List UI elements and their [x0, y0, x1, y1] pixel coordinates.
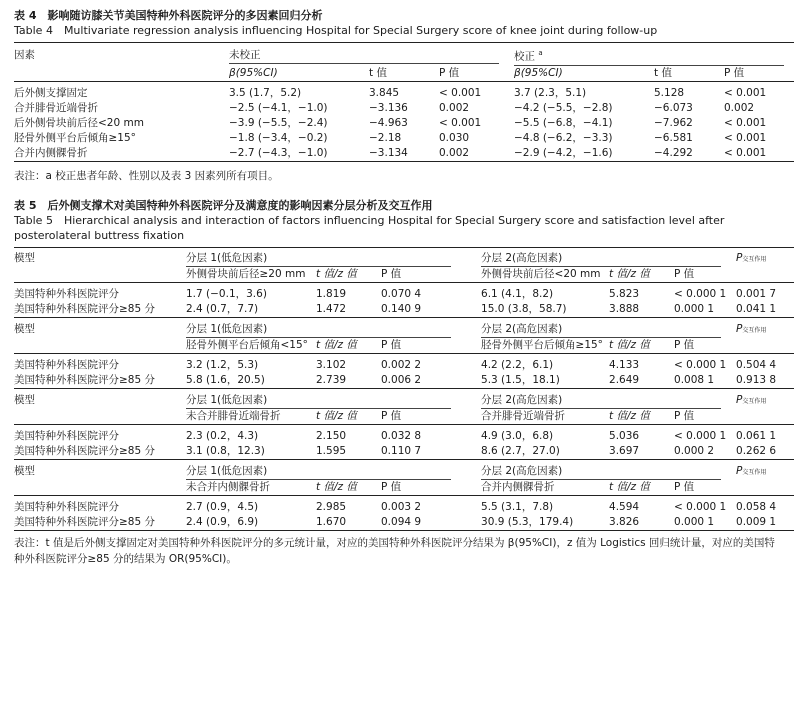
table4-title-en: Table 4 Multivariate regression analysis influencing Hospital for Special Surgery score of knee joint during follow-up	[14, 24, 658, 37]
table5: 模型 分层 1(低危因素) 分层 2(高危因素) P交互作用 外侧骨块前后径≥20 mm t 值/z 值 P 值 外侧骨块前后径<20 mm t 值/z 值 P 值 美国特种外科医院评分 1.7 (−0.1，3.6) 1.819 0.070 4 6.1 (4.1，8.2) 5.823 < 0.000 1 0.001 7 美国特种外科医院评分≥85 分 2.4 (0.7，7.7) 1.472 0.140 9 15.0 (3.8，58.7) 3.888 0.000 1 0.041 1 模型 分层 1(低危因素) 分层 2(高危因素) P交互作用 胫骨外侧平台后倾角<15° t 值/z 值 P 值 胫骨外侧平台后倾角≥15° t 值/z 值 P 值 美国特种外科医院评分 3.2 (1.2，5.3) 3.102 0.002 2 4.2 (2.2，6.1) 4.133 < 0.000 1 0.504 4 美国特种外科医院评分≥85 分 5.8 (1.6，20.5) 2.739 0.006 2 5.3 (1.5，18.1) 2.649 0.008 1 0.913 8 模型 分层 1(低危因素) 分层 2(高危因素) P交互作用 未合并腓骨近端骨折 t 值/z 值 P 值 合并腓骨近端骨折 t 值/z 值 P 值 美国特种外科医院评分 2.3 (0.2，4.3) 2.150 0.032 8 4.9 (3.0，6.8) 5.036 < 0.000 1 0.061 1 美国特种外科医院评分≥85 分 3.1 (0.8，12.3) 1.595 0.110 7 8.6 (2.7，27.0) 3.697 0.000 2 0.262 6 模型 分层 1(低危因素) 分层 2(高危因素) P交互作用 未合并内侧髁骨折 t 值/z 值 P 值 合并内侧髁骨折 t 值/z 值 P 值 美国特种外科医院评分 2.7 (0.9，4.5) 2.985 0.003 2 5.5 (3.1，7.8) 4.594 < 0.000 1 0.058 4 美国特种外科医院评分≥85 分 2.4 (0.9，6.9) 1.670 0.094 9 30.9 (5.3，179.4) 3.826 0.000 1 0.009 1	[14, 247, 794, 531]
table5-col-model: 模型	[14, 247, 186, 267]
table4-sub-p-2: P 值	[724, 66, 794, 82]
table4-sub-p-1: P 值	[439, 66, 514, 82]
table-row: 美国特种外科医院评分 3.2 (1.2，5.3) 3.102 0.002 2 4.2 (2.2，6.1) 4.133 < 0.000 1 0.504 4	[14, 358, 777, 371]
table4-sub-beta-1: β(95%CI)	[229, 66, 369, 82]
table4-title-cn: 表 4 影响随访膝关节美国特种外科医院评分的多因素回归分析	[14, 9, 323, 22]
table5-note-2: 种外科医院评分≥85 分的结果为 OR(95%CI)。	[14, 552, 237, 565]
table4	[14, 42, 794, 162]
table4-group-adjusted: 校正 $^a$	[514, 46, 784, 66]
table5-title-en-2: posterolateral buttress fixation	[14, 228, 185, 242]
table4-col-factor: 因素	[14, 43, 229, 66]
table-row: 美国特种外科医院评分≥85 分 2.4 (0.7，7.7) 1.472 0.140 9 15.0 (3.8，58.7) 3.888 0.000 1 0.041 1	[14, 302, 794, 318]
page	[14, 8, 794, 567]
table-row: 后外侧骨块前后径<20 mm −3.9 (−5.5，−2.4) −4.963 < 0.001 −5.5 (−6.8，−4.1) −7.962 < 0.001	[14, 116, 767, 129]
table-row: 合并内侧髁骨折 −2.7 (−4.3，−1.0) −3.134 0.002 −2.9 (−4.2，−1.6) −4.292 < 0.001	[14, 146, 794, 162]
table-row: 胫骨外侧平台后倾角≥15° −1.8 (−3.4，−0.2) −2.18 0.030 −4.8 (−6.2，−3.3) −6.581 < 0.001	[14, 131, 767, 144]
table-row: 美国特种外科医院评分 2.3 (0.2，4.3) 2.150 0.032 8 4.9 (3.0，6.8) 5.036 < 0.000 1 0.061 1	[14, 429, 777, 442]
table4-header-row	[14, 43, 794, 66]
table5-title-en-1: Table 5 Hierarchical analysis and interaction of factors influencing Hospital for Special Surgery score and satisfaction level after	[14, 213, 725, 227]
table4-sub-t-1: t 值	[369, 66, 439, 82]
table5-block-header: 模型 分层 1(低危因素) 分层 2(高危因素) P交互作用	[14, 322, 794, 338]
table5-block-header: 模型 分层 1(低危因素) 分层 2(高危因素) P交互作用	[14, 247, 794, 267]
table-row: 美国特种外科医院评分≥85 分 5.8 (1.6，20.5) 2.739 0.006 2 5.3 (1.5，18.1) 2.649 0.008 1 0.913 8	[14, 373, 794, 389]
table-row: 后外侧支撑固定 3.5 (1.7，5.2) 3.845 < 0.001 3.7 (2.3，5.1) 5.128 < 0.001	[14, 86, 767, 99]
table5-note-1: 表注：t 值是后外侧支撑固定对美国特种外科医院评分的多元统计量，对应的美国特种外科医院评分结果为 β(95%CI)，z 值为 Logistics 回归统计量，对应的美国特	[14, 536, 775, 549]
table-row: 美国特种外科医院评分≥85 分 2.4 (0.9，6.9) 1.670 0.094 9 30.9 (5.3，179.4) 3.826 0.000 1 0.009 1	[14, 515, 794, 531]
table-row: 美国特种外科医院评分≥85 分 3.1 (0.8，12.3) 1.595 0.110 7 8.6 (2.7，27.0) 3.697 0.000 2 0.262 6	[14, 444, 794, 460]
table5-title-cn: 表 5 后外侧支撑术对美国特种外科医院评分及满意度的影响因素分层分析及交互作用	[14, 198, 433, 212]
table-row: 合并腓骨近端骨折 −2.5 (−4.1，−1.0) −3.136 0.002 −4.2 (−5.5，−2.8) −6.073 0.002	[14, 101, 755, 114]
table4-note: 表注：a 校正患者年龄、性别以及表 3 因素列所有项目。	[14, 169, 279, 182]
table-row: 美国特种外科医院评分 2.7 (0.9，4.5) 2.985 0.003 2 5.5 (3.1，7.8) 4.594 < 0.000 1 0.058 4	[14, 500, 777, 513]
table4-sub-beta-2: β(95%CI)	[514, 66, 654, 82]
table4-subheader-row	[14, 66, 794, 82]
table5-block-header: 模型 分层 1(低危因素) 分层 2(高危因素) P交互作用	[14, 464, 794, 480]
table5-block-header: 模型 分层 1(低危因素) 分层 2(高危因素) P交互作用	[14, 393, 794, 409]
table4-sub-t-2: t 值	[654, 66, 724, 82]
table-row: 美国特种外科医院评分 1.7 (−0.1，3.6) 1.819 0.070 4 6.1 (4.1，8.2) 5.823 < 0.000 1 0.001 7	[14, 287, 777, 300]
table4-group-unadjusted: 未校正	[229, 48, 499, 64]
